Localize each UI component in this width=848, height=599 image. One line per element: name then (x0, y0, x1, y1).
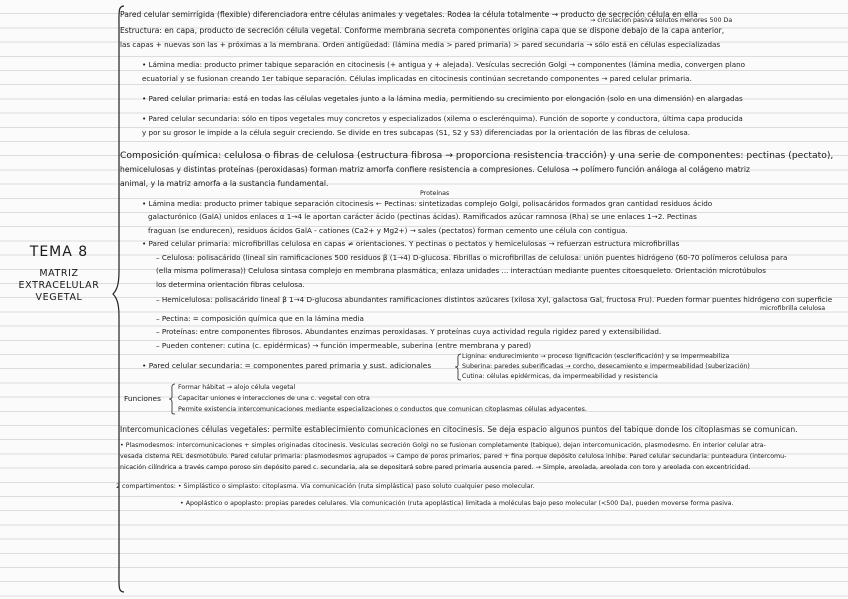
note-line: – Pectina: = composición química que en la lámina media (156, 313, 364, 323)
note-line: Proteínas (420, 190, 450, 198)
note-line: Estructura: en capa, producto de secreción célula vegetal. Conforme membrana secreta componentes origina capa que se dispone debajo de la capa anterior, (120, 26, 725, 36)
note-line: • Lámina media: producto primer tabique separación citocinesis ← Pectinas: sintetizadas complejo Golgi, polisacáridos formados gran cantidad residuos ácido (142, 199, 713, 209)
topic-sidebar (0, 244, 118, 304)
note-line: fraguan (se endurecen), residuos ácidos GalA - cationes (Ca2+ y Mg2+) → sales (pectatos) forman cemento une célula con contigua. (148, 225, 628, 235)
note-line: animal, y la matriz amorfa a la sustancia fundamental. (120, 178, 329, 188)
topic-subtitle-line1: MATRIZ EXTRACELULAR (18, 268, 100, 291)
function-item: Formar hábitat → alojo célula vegetal (178, 384, 296, 392)
note-line: • Lámina media: producto primer tabique separación en citocinesis (+ antigua y + alejada). Vesículas secreción Golgi → componentes (lámina media, convergen plano (142, 60, 746, 70)
brace-icon (454, 352, 462, 382)
function-item: Capacitar uniones e interacciones de una c. vegetal con otra (178, 395, 370, 403)
note-line: – Hemicelulosa: polisacárido lineal β 1→4 D-glucosa abundantes ramificaciones distintos azúcares (xilosa Xyl, galactosa Gal, fructosa Fru). Pueden formar puentes hidrógeno con superficie (156, 294, 833, 304)
note-line: • Pared celular primaria: microfibrillas celulosa en capas ≠ orientaciones. Y pectinas o pectatos y hemicelulosas → refuerzan estructura microfibrillas (142, 239, 680, 249)
note-line: Suberina: paredes suberificadas → corcho, desecamiento e impermeabilidad (suberización) (462, 363, 750, 371)
topic-title: TEMA 8 (29, 244, 89, 260)
note-line: microfibrilla celulosa (760, 304, 826, 312)
function-item: Permite existencia intercomunicaciones mediante especializaciones o conductos que comunican citoplasmas células adyacentes. (178, 406, 587, 414)
brace-icon (168, 382, 176, 416)
functions-label: Funciones (124, 394, 161, 404)
note-line: • Pared celular primaria: está en todas las células vegetales junto a la lámina media, permitiendo su crecimiento por elongación (solo en una dimensión) en alargadas (142, 94, 743, 104)
note-line: galacturónico (GalA) unidos enlaces α 1→4 le aportan carácter ácido (pectinas ácidas). Ramificados azúcar ramnosa (Rha) se une enlaces 1→2. Pectinas (148, 212, 697, 222)
note-line: vesada cisterna REL desmotúbulo. Pared celular primaria: plasmodesmos agrupados → Campo de poros primarios, pared + fina porque depósito celulosa inhibe. Pared celular secundaria: punteadura (intercomu- (120, 452, 787, 460)
note-line: 2 compartimentos: • Simplástico o simplasto: citoplasma. Vía comunicación (ruta simplástica) paso soluto cualquier peso molecular. (116, 482, 535, 490)
note-line: Lignina: endurecimiento → proceso lignificación (esclerificación) y se impermeabiliza (462, 353, 730, 361)
note-line: las capas + nuevas son las + próximas a la membrana. Orden antigüedad: (lámina media > pared primaria) > pared secundaria → sólo está en células especializadas (120, 39, 721, 49)
note-line: y por su grosor le impide a la célula seguir creciendo. Se divide en tres subcapas (S1, S2 y S3) diferenciadas por la orientación de las fibras de celulosa. (142, 127, 691, 137)
note-line: – Pueden contener: cutina (c. epidérmicas) → función impermeable, suberina (entre membrana y pared) (156, 340, 532, 350)
note-line: • Pared celular secundaria: sólo en tipos vegetales muy concretos y especializados (xilema o esclerénquima). Función de soporte y conductora, última capa producida (142, 114, 743, 124)
note-line: – Proteínas: entre componentes fibrosos. Abundantes enzimas peroxidasas. Y proteínas cuya actividad regula rigidez pared y extensibilidad. (156, 327, 662, 337)
topic-subtitle-line2: VEGETAL (35, 292, 83, 303)
note-line: – Celulosa: polisacárido (lineal sin ramificaciones 500 residuos β (1→4) D-glucosa. Fibrillas o microfibrillas de celulosa: unión puentes hidrógeno (60-70 polímeros celulosa para (156, 252, 788, 262)
note-line: Cutina: células epidérmicas, da impermeabilidad y resistencia (462, 373, 658, 381)
section-heading: Composición química: celulosa o fibras de celulosa (estructura fibrosa → proporciona resistencia tracción) y una serie de componentes: pectinas (pectato), (120, 150, 834, 162)
note-line: • Pared celular secundaria: = componentes pared primaria y sust. adicionales (142, 361, 432, 371)
note-line: • Apoplástico o apoplasto: propias paredes celulares. Vía comunicación (ruta apoplástica) limitada a moléculas bajo peso molecular (<500 Da), pueden moverse forma pasiva. (180, 499, 734, 507)
note-line: (ella misma polimerasa)) Celulosa sintasa complejo en membrana plasmática, enlaza unidades ... interactúan mediante puentes citoesqueleto. Orientación microtúbulos (156, 266, 766, 276)
note-line: → circulación pasiva solutos menores 500 Da (590, 17, 733, 25)
secondary-wall-block (120, 352, 842, 382)
note-line: nicación cilíndrica a través campo poroso sin depósito pared c. secundaria, ala se depositará sobre pared primaria ausencia pared. → Simple, areolada, areolada con toro y areolada con excentricidad. (120, 463, 751, 471)
section-heading: Intercomunicaciones células vegetales: permite establecimiento comunicaciones en citocinesis. Se deja espacio algunos puntos del tabique donde los citoplasmas se comunican. (120, 425, 798, 435)
note-line: hemicelulosas y distintas proteínas (peroxidasas) forman matriz amorfa confiere resistencia a compresiones. Celulosa → polímero función análoga al colágeno matriz (120, 165, 750, 175)
note-line: los determina orientación fibras celulosa. (156, 279, 305, 289)
notes-body (116, 8, 842, 510)
functions-block (120, 382, 842, 416)
note-line: Pared celular semirrígida (flexible) diferenciadora entre células animales y vegetales. Rodea la célula totalmente → producto de secreción célula en ella (120, 10, 698, 19)
note-line: • Plasmodesmos: intercomunicaciones + simples originadas citocinesis. Vesículas secreción Golgi no se fusionan completamente (tabique), dejan intercomunicación, plasmodesmo. En interior celular atra- (120, 441, 766, 449)
note-line: ecuatorial y se fusionan creando 1er tabique separación. Células implicadas en citocinesis continúan secretando componentes → pared celular primaria. (142, 73, 692, 83)
